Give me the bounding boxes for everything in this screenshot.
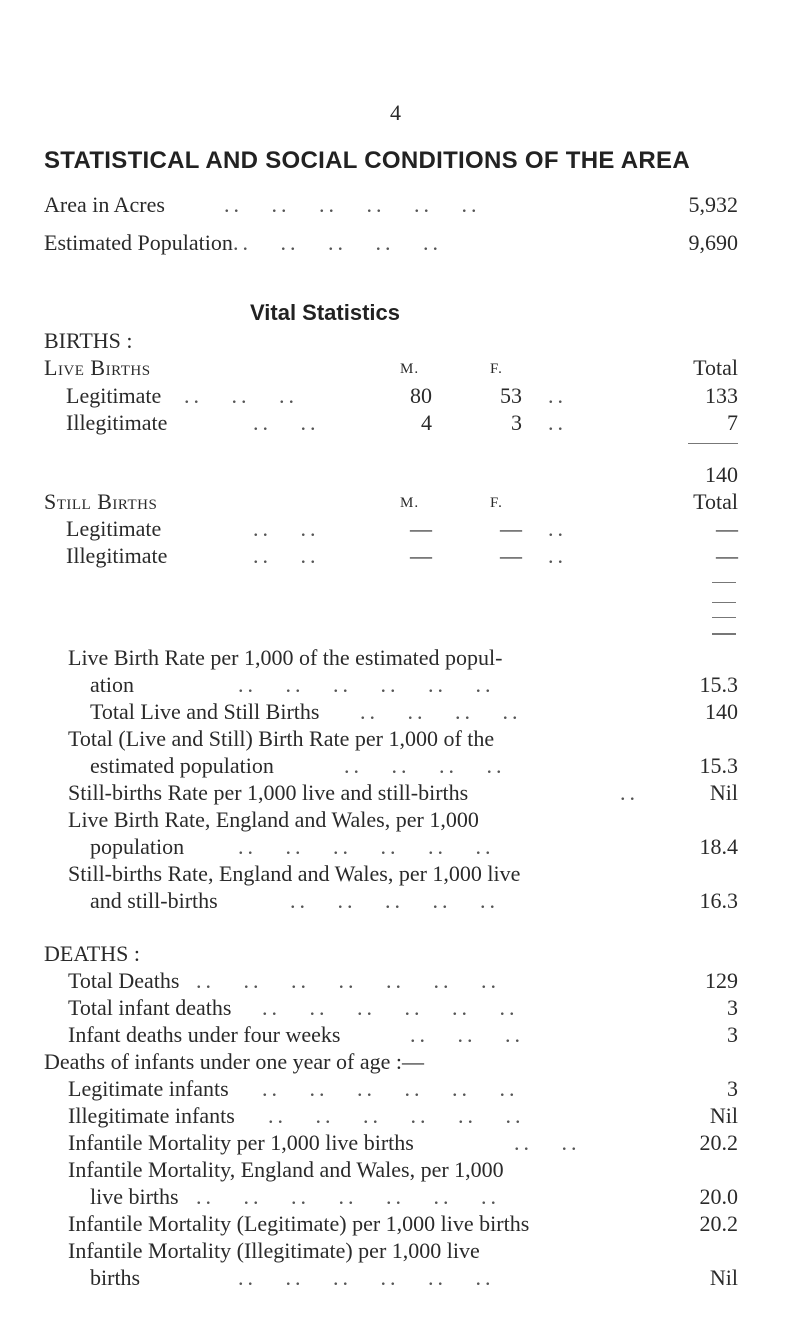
- live-birth-rate-label: Live Birth Rate per 1,000 of the estimated popul-: [68, 645, 503, 670]
- infantile-mortality-value: 20.2: [699, 1130, 738, 1155]
- leader-dots: .. .. .. .. .. ..: [238, 672, 495, 697]
- cell-total: 7: [727, 410, 738, 435]
- ew-infantile-mortality-label-cont: live births: [90, 1184, 179, 1209]
- ew-live-birth-rate-label-cont: population: [90, 834, 185, 859]
- area-label: Area in Acres: [44, 192, 165, 217]
- cell-m: —: [410, 543, 432, 568]
- leader-dots: ..: [548, 516, 567, 541]
- ew-infantile-mortality-label: Infantile Mortality, England and Wales, per 1,000: [68, 1157, 504, 1182]
- under-one-year-label: Deaths of infants under one year of age :—: [44, 1049, 424, 1074]
- dash-rule: [712, 602, 736, 603]
- leader-dots: .. .. .. .. .. ..: [238, 834, 495, 859]
- ew-infantile-mortality-value: 20.0: [699, 1184, 738, 1209]
- total-births-value: 140: [705, 699, 738, 724]
- cell-total: —: [716, 543, 738, 568]
- column-header-total: Total: [693, 355, 738, 380]
- illegitimate-infants-value: Nil: [709, 1103, 738, 1128]
- cell-f: 3: [511, 410, 522, 435]
- row-label-legitimate: Legitimate: [66, 516, 162, 541]
- cell-m: 4: [421, 410, 432, 435]
- cell-f: —: [500, 543, 522, 568]
- leader-dots: .. .. ..: [184, 383, 298, 408]
- cell-total: —: [716, 516, 738, 541]
- cell-m: 80: [410, 383, 432, 408]
- still-births-rate-value: Nil: [709, 780, 738, 805]
- total-births-label: Total Live and Still Births: [90, 699, 320, 724]
- total-birth-rate-label: Total (Live and Still) Birth Rate per 1,000 of the: [68, 726, 495, 751]
- live-birth-rate-label-cont: ation: [90, 672, 134, 697]
- legit-mortality-label: Infantile Mortality (Legitimate) per 1,000 live births: [68, 1211, 530, 1236]
- illegit-mortality-value: Nil: [709, 1265, 738, 1290]
- leader-dots: .. .. .. .. .. ..: [224, 192, 481, 217]
- births-heading: BIRTHS :: [44, 328, 133, 353]
- dash-rule: [712, 617, 736, 618]
- legitimate-infants-value: 3: [727, 1076, 738, 1101]
- leader-dots: .. .. .. .. .. ..: [268, 1103, 525, 1128]
- illegitimate-infants-label: Illegitimate infants: [68, 1103, 235, 1128]
- cell-f: —: [500, 516, 522, 541]
- total-deaths-label: Total Deaths: [68, 968, 180, 993]
- page-title: STATISTICAL AND SOCIAL CONDITIONS OF THE AREA: [44, 147, 690, 174]
- column-header-f: F.: [490, 361, 503, 377]
- leader-dots: .. .. .. ..: [344, 753, 506, 778]
- cell-total: 133: [705, 383, 738, 408]
- dash-rule: [712, 582, 736, 583]
- column-header-m: M.: [400, 361, 420, 377]
- population-value: 9,690: [688, 230, 738, 255]
- leader-dots: .. .. ..: [410, 1022, 524, 1047]
- infant-deaths-label: Total infant deaths: [68, 995, 232, 1020]
- total-birth-rate-value: 15.3: [699, 753, 738, 778]
- row-label-legitimate: Legitimate: [66, 383, 162, 408]
- cell-m: —: [410, 516, 432, 541]
- leader-dots: ..: [548, 543, 567, 568]
- under-four-weeks-value: 3: [727, 1022, 738, 1047]
- leader-dots: .. .. .. ..: [360, 699, 522, 724]
- total-deaths-value: 129: [705, 968, 738, 993]
- still-births-rate-label: Still-births Rate per 1,000 live and still-births: [68, 780, 469, 805]
- row-label-illegitimate: Illegitimate: [66, 410, 168, 435]
- ew-live-birth-rate-value: 18.4: [699, 834, 738, 859]
- ew-live-birth-rate-label: Live Birth Rate, England and Wales, per 1,000: [68, 807, 479, 832]
- leader-dots: .. ..: [253, 516, 320, 541]
- leader-dots: .. ..: [253, 410, 320, 435]
- leader-dots: .. .. .. .. ..: [290, 888, 499, 913]
- leader-dots: .. .. .. .. .. ..: [262, 1076, 519, 1101]
- legitimate-infants-label: Legitimate infants: [68, 1076, 229, 1101]
- leader-dots: ..: [548, 383, 567, 408]
- row-label-illegitimate: Illegitimate: [66, 543, 168, 568]
- leader-dots: ..: [548, 410, 567, 435]
- live-births-sum: 140: [705, 462, 738, 487]
- dash-rule: [712, 633, 736, 635]
- deaths-heading: DEATHS :: [44, 941, 140, 966]
- leader-dots: .. ..: [253, 543, 320, 568]
- column-header-total: Total: [693, 489, 738, 514]
- leader-dots: .. ..: [514, 1130, 581, 1155]
- leader-dots: .. .. .. .. ..: [233, 230, 442, 255]
- leader-dots: ..: [620, 780, 639, 805]
- still-births-heading: Still Births: [44, 489, 158, 514]
- area-value: 5,932: [688, 192, 738, 217]
- live-births-heading: Live Births: [44, 355, 151, 380]
- illegit-mortality-label-cont: births: [90, 1265, 141, 1290]
- ew-still-births-rate-value: 16.3: [699, 888, 738, 913]
- cell-f: 53: [500, 383, 522, 408]
- leader-dots: .. .. .. .. .. ..: [262, 995, 519, 1020]
- legit-mortality-value: 20.2: [699, 1211, 738, 1236]
- leader-dots: .. .. .. .. .. .. ..: [196, 968, 500, 993]
- live-birth-rate-value: 15.3: [699, 672, 738, 697]
- total-birth-rate-label-cont: estimated population: [90, 753, 274, 778]
- illegit-mortality-label: Infantile Mortality (Illegitimate) per 1,000 live: [68, 1238, 480, 1263]
- column-header-m: M.: [400, 495, 420, 511]
- column-header-f: F.: [490, 495, 503, 511]
- sum-rule: [688, 443, 738, 444]
- population-label: Estimated Population: [44, 230, 233, 255]
- section-title: Vital Statistics: [250, 300, 400, 325]
- ew-still-births-rate-label: Still-births Rate, England and Wales, per 1,000 live: [68, 861, 521, 886]
- page-number: 4: [390, 100, 401, 125]
- leader-dots: .. .. .. .. .. .. ..: [196, 1184, 500, 1209]
- ew-still-births-rate-label-cont: and still-births: [90, 888, 218, 913]
- under-four-weeks-label: Infant deaths under four weeks: [68, 1022, 341, 1047]
- infant-deaths-value: 3: [727, 995, 738, 1020]
- leader-dots: .. .. .. .. .. ..: [238, 1265, 495, 1290]
- infantile-mortality-label: Infantile Mortality per 1,000 live births: [68, 1130, 414, 1155]
